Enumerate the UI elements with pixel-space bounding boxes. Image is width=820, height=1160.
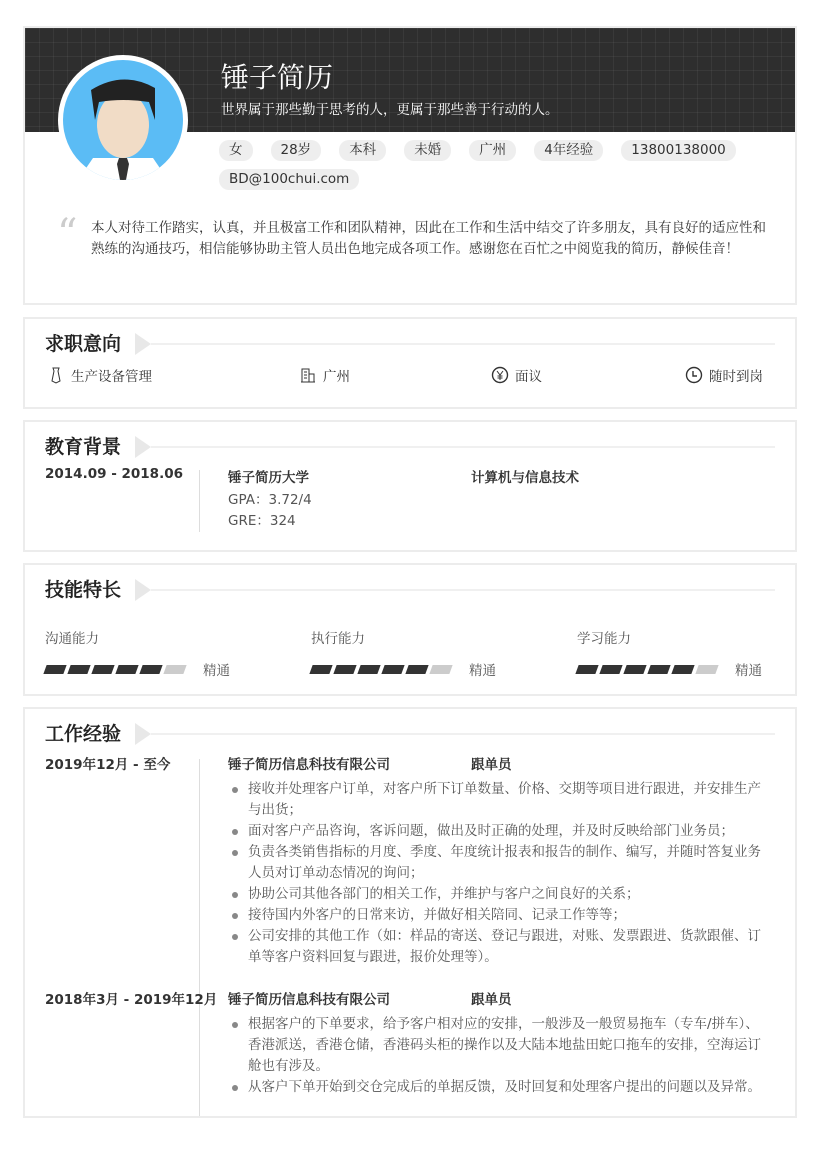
section-title: 教育背景: [45, 436, 122, 458]
tag-gender: 女: [219, 140, 253, 161]
personal-tags: [219, 140, 779, 190]
tag-email: BD@100chui.com: [219, 169, 359, 190]
skill-bar: [45, 659, 245, 679]
duty-item: 从客户下单开始到交仓完成后的单据反馈，及时回复和处理客户提出的问题以及异常。: [230, 1077, 770, 1098]
company-name: 锤子简历信息科技有限公司: [228, 992, 390, 1008]
building-icon: [299, 366, 317, 384]
duty-item: 公司安排的其他工作（如：样品的寄送、登记与跟进，对账、发票跟进、货款跟催、订单等客户资料回复与跟进，报价处理等）。: [230, 926, 770, 968]
divider: [151, 446, 775, 448]
duty-item: 负责各类销售指标的月度、季度、年度统计报表和报告的制作、编写，并随时答复业务人员对订单动态情况的询问；: [230, 842, 770, 884]
tag-experience: 4年经验: [534, 140, 603, 161]
gpa: GPA：3.72/4: [228, 492, 312, 508]
skill-segment-filled: [405, 665, 428, 674]
duty-list: [230, 779, 770, 968]
skill-segment-empty: [163, 665, 186, 674]
intent-text: 广州: [323, 369, 350, 385]
tag-city: 广州: [469, 140, 516, 161]
header-card: [23, 26, 797, 305]
skill-level: 精通: [203, 663, 230, 679]
tag-phone: 13800138000: [621, 140, 735, 161]
clock-icon: [685, 366, 703, 384]
intent-text: 面议: [515, 369, 542, 385]
motto: 世界属于那些勤于思考的人，更属于那些善于行动的人。: [221, 102, 559, 118]
intent-salary: [491, 365, 542, 385]
duty-item: 面对客户产品咨询，客诉问题，做出及时正确的处理，并及时反映给部门业务员；: [230, 821, 770, 842]
skill-segment-filled: [333, 665, 356, 674]
skill-name: 沟通能力: [45, 631, 99, 647]
quote-icon: “: [57, 211, 78, 257]
job-date: 2018年3月 - 2019年12月: [45, 992, 218, 1008]
section-title: 工作经验: [45, 723, 122, 745]
skill-bar: [311, 659, 511, 679]
duty-list: [230, 1014, 770, 1098]
skill-segment-filled: [43, 665, 66, 674]
timeline-line: [199, 759, 200, 1118]
skill-segment-filled: [381, 665, 404, 674]
skills-section: [23, 563, 797, 696]
duty-item: 接待国内外客户的日常来访，并做好相关陪同、记录工作等等；: [230, 905, 770, 926]
skill-item: [311, 627, 511, 679]
skill-segment-filled: [647, 665, 670, 674]
skill-segment-filled: [575, 665, 598, 674]
arrow-icon: [135, 333, 151, 355]
company-name: 锤子简历信息科技有限公司: [228, 757, 390, 773]
arrow-icon: [135, 436, 151, 458]
skill-segment-filled: [357, 665, 380, 674]
self-intro: 本人对待工作踏实，认真，并且极富工作和团队精神，因此在工作和生活中结交了许多朋友，具有良好的适应性和熟练的沟通技巧，相信能够协助主管人员出色地完成各项工作。感谢您在百忙之中阅览我的简历，静候佳音！: [91, 220, 766, 257]
education-section: [23, 420, 797, 552]
avatar: [58, 55, 188, 185]
skill-segment-empty: [429, 665, 452, 674]
skill-item: [45, 627, 245, 679]
skill-segment-filled: [115, 665, 138, 674]
skill-segment-filled: [139, 665, 162, 674]
skill-segment-filled: [91, 665, 114, 674]
intent-availability: [685, 365, 763, 385]
intent-section: [23, 317, 797, 409]
divider: [151, 343, 775, 345]
intent-text: 生产设备管理: [71, 369, 152, 385]
divider: [151, 733, 775, 735]
tag-degree: 本科: [339, 140, 386, 161]
tag-age: 28岁: [271, 140, 322, 161]
skill-segment-filled: [309, 665, 332, 674]
timeline-line: [199, 470, 200, 532]
skill-name: 学习能力: [577, 631, 631, 647]
intent-text: 随时到岗: [709, 369, 763, 385]
duty-item: 接收并处理客户订单，对客户所下订单数量、价格、交期等项目进行跟进，并安排生产与出货；: [230, 779, 770, 821]
intent-position: [47, 365, 152, 385]
tie-icon: [47, 366, 65, 384]
major: 计算机与信息技术: [471, 470, 579, 486]
work-section: [23, 707, 797, 1118]
section-title: 技能特长: [45, 579, 122, 601]
duty-item: 根据客户的下单要求，给予客户相对应的安排，一般涉及一般贸易拖车（专车/拼车）、香港派送，香港仓储，香港码头柜的操作以及大陆本地盐田蛇口拖车的安排，空海运订舱也有涉及。: [230, 1014, 770, 1077]
job-date: 2019年12月 - 至今: [45, 757, 171, 773]
skill-segment-filled: [671, 665, 694, 674]
skill-bar: [577, 659, 777, 679]
arrow-icon: [135, 579, 151, 601]
divider: [151, 589, 775, 591]
skill-item: [577, 627, 777, 679]
skill-segment-filled: [623, 665, 646, 674]
skill-segment-empty: [695, 665, 718, 674]
skill-segment-filled: [599, 665, 622, 674]
school-name: 锤子简历大学: [228, 470, 309, 486]
resume-name: 锤子简历: [221, 61, 334, 94]
skill-level: 精通: [735, 663, 762, 679]
gre: GRE：324: [228, 513, 296, 529]
edu-date: 2014.09 - 2018.06: [45, 466, 183, 482]
job-role: 跟单员: [471, 757, 512, 773]
job-role: 跟单员: [471, 992, 512, 1008]
tag-marital: 未婚: [404, 140, 451, 161]
skill-segment-filled: [67, 665, 90, 674]
section-title: 求职意向: [45, 333, 122, 355]
skill-level: 精通: [469, 663, 496, 679]
duty-item: 协助公司其他各部门的相关工作，并维护与客户之间良好的关系；: [230, 884, 770, 905]
yen-icon: [491, 366, 509, 384]
intent-city: [299, 365, 350, 385]
skill-name: 执行能力: [311, 631, 365, 647]
arrow-icon: [135, 723, 151, 745]
